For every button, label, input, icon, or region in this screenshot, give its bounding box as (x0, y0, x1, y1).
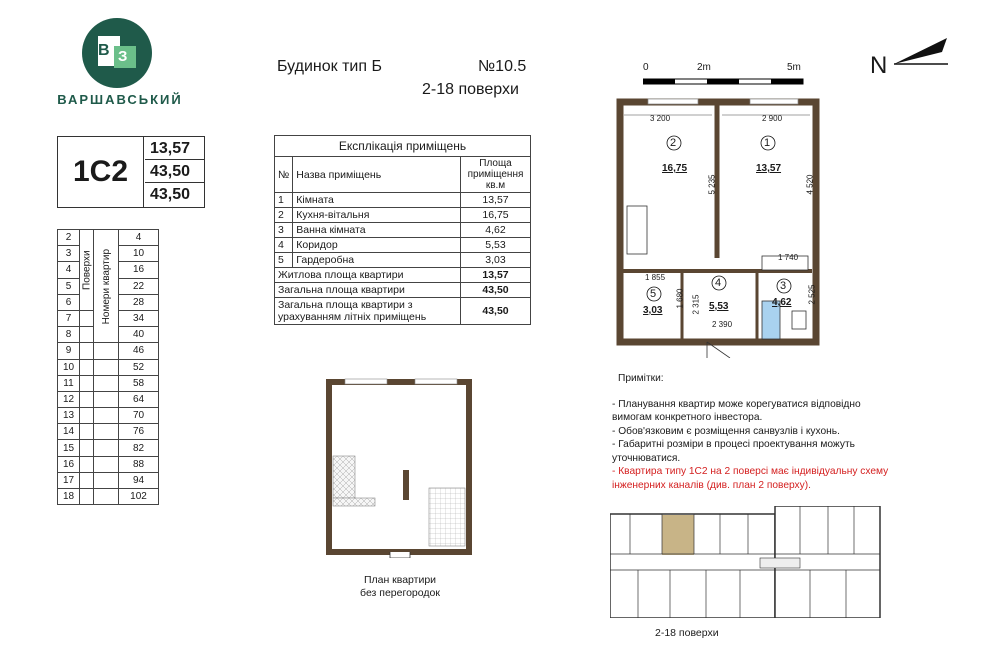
apartment-number: 102 (119, 489, 159, 505)
floor-number: 15 (58, 440, 80, 456)
floors-label-spacer (80, 489, 94, 505)
apartment-number: 94 (119, 472, 159, 488)
dim-2525: 2 525 (807, 284, 817, 305)
explication-total-row (275, 268, 531, 283)
room-number: 2 (275, 208, 293, 223)
floors-table (57, 229, 159, 505)
room-1-number: 1 (764, 137, 771, 149)
floor-number: 9 (58, 343, 80, 359)
floors-row (58, 230, 159, 246)
building-type: Будинок тип Б (277, 58, 382, 75)
scale-label-2m: 2m (697, 62, 711, 73)
dim-3200: 3 200 (650, 114, 671, 123)
room-area: 5,53 (461, 238, 531, 253)
dim-4520: 4 520 (805, 174, 815, 195)
logo-letter-1: В (98, 42, 110, 59)
floor-number: 17 (58, 472, 80, 488)
room-name: Ванна кімната (293, 223, 461, 238)
total-value: 13,57 (461, 268, 531, 283)
apartments-label-spacer (94, 375, 119, 391)
notes-title: Примітки: (618, 373, 664, 384)
floors-label-spacer (80, 440, 94, 456)
living-area-value: 13,57 (145, 137, 205, 160)
floors-row (58, 456, 159, 472)
dim-1740: 1 740 (778, 253, 799, 262)
room-4-number: 4 (715, 277, 722, 289)
room-area: 3,03 (461, 253, 531, 268)
floor-number: 11 (58, 375, 80, 391)
open-plan-caption-2: без перегородок (360, 587, 440, 599)
note-2: - Обов'язковим є розміщення санвузлів і кухонь. (612, 425, 840, 437)
note-3: - Габаритні розміри в процесі проектування можуть уточнюватися. (612, 439, 855, 464)
explication-title: Експлікація приміщень (275, 136, 531, 157)
floors-row (58, 375, 159, 391)
logo-name: ВАРШАВСЬКИЙ (57, 92, 183, 107)
floors-column-label: Поверхи (80, 230, 94, 311)
floors-row (58, 424, 159, 440)
floor-number: 8 (58, 327, 80, 343)
apartment-number: 34 (119, 310, 159, 326)
floor-number: 2 (58, 230, 80, 246)
scale-label-5m: 5m (787, 62, 801, 73)
dim-2390: 2 390 (712, 320, 733, 329)
apartment-number: 64 (119, 391, 159, 407)
room-2-number: 2 (670, 137, 677, 149)
floor-number: 7 (58, 310, 80, 326)
floors-label-spacer (80, 472, 94, 488)
apartments-label-spacer (94, 440, 119, 456)
floors-label-spacer (80, 391, 94, 407)
apartment-number: 46 (119, 343, 159, 359)
room-number: 3 (275, 223, 293, 238)
floors-row (58, 343, 159, 359)
floors-row (58, 391, 159, 407)
apartments-label-spacer (94, 472, 119, 488)
building-number: №10.5 (478, 58, 527, 75)
open-plan-caption-1: План квартири (363, 574, 437, 586)
apartment-number: 88 (119, 456, 159, 472)
floors-row (58, 359, 159, 375)
dim-2900: 2 900 (762, 114, 783, 123)
floors-label-spacer (80, 424, 94, 440)
apartment-floor-plan (612, 96, 822, 358)
explication-row (275, 193, 531, 208)
apartment-number: 40 (119, 327, 159, 343)
room-area: 16,75 (461, 208, 531, 223)
scale-label-0: 0 (643, 62, 649, 73)
apartments-label-spacer (94, 343, 119, 359)
apartments-label-spacer (94, 391, 119, 407)
floors-label-spacer (80, 343, 94, 359)
total-area-value: 43,50 (145, 160, 205, 183)
room-2-area: 16,75 (662, 163, 688, 174)
room-4-area: 5,53 (709, 301, 729, 312)
floor-number: 13 (58, 408, 80, 424)
floor-plan-caption: 2-18 поверхи (655, 627, 719, 639)
notes-block (612, 372, 902, 492)
header-room-name: Назва приміщень (293, 157, 461, 193)
apartments-label-spacer (94, 489, 119, 505)
floor-number: 16 (58, 456, 80, 472)
floors-label-spacer (80, 327, 94, 343)
explication-row (275, 223, 531, 238)
apartment-number: 58 (119, 375, 159, 391)
dim-1855: 1 855 (645, 273, 666, 282)
dim-1680: 1 680 (675, 288, 685, 309)
apartments-label-spacer (94, 424, 119, 440)
explication-total-row (275, 298, 531, 325)
apartment-number: 22 (119, 278, 159, 294)
total-label: Житлова площа квартири (275, 268, 461, 283)
floor-number: 6 (58, 294, 80, 310)
apartments-label-spacer (94, 408, 119, 424)
explication-table (274, 135, 531, 325)
room-number: 5 (275, 253, 293, 268)
header-number: № (275, 157, 293, 193)
apartments-column-label: Номери квартир (94, 230, 119, 343)
apartment-number: 4 (119, 230, 159, 246)
logo-icon (82, 18, 152, 88)
room-name: Кухня-вітальня (293, 208, 461, 223)
floor-number: 14 (58, 424, 80, 440)
total-value: 43,50 (461, 298, 531, 325)
room-number: 1 (275, 193, 293, 208)
apartments-label-spacer (94, 359, 119, 375)
apartment-number: 16 (119, 262, 159, 278)
floor-number: 3 (58, 246, 80, 262)
north-label: N (870, 52, 888, 79)
apartments-label-spacer (94, 456, 119, 472)
floor-number: 4 (58, 262, 80, 278)
floor-number: 5 (58, 278, 80, 294)
room-area: 4,62 (461, 223, 531, 238)
total-label: Загальна площа квартири з урахуванням літніх приміщень (275, 298, 461, 325)
apartment-number: 52 (119, 359, 159, 375)
floor-number: 12 (58, 391, 80, 407)
floors-row (58, 408, 159, 424)
scale-bar-graphic (643, 77, 818, 87)
floors-label-spacer (80, 375, 94, 391)
room-name: Гардеробна (293, 253, 461, 268)
room-3-number: 3 (780, 280, 787, 292)
explication-total-row (275, 283, 531, 298)
building-floor-plan (610, 506, 882, 618)
total-area-summer-value: 43,50 (150, 186, 191, 203)
floors-row (58, 440, 159, 456)
apartment-number: 10 (119, 246, 159, 262)
open-plan-drawing (325, 378, 473, 558)
apartment-number: 82 (119, 440, 159, 456)
dim-2315: 2 315 (691, 294, 701, 315)
room-name: Кімната (293, 193, 461, 208)
explication-row (275, 238, 531, 253)
apartment-number: 70 (119, 408, 159, 424)
north-arrow-icon (892, 36, 952, 68)
room-5-number: 5 (650, 288, 657, 300)
scale-bar (643, 74, 818, 92)
total-value: 43,50 (461, 283, 531, 298)
room-5-area: 3,03 (643, 305, 663, 316)
dim-5235: 5 235 (707, 174, 717, 195)
apartment-number: 76 (119, 424, 159, 440)
logo-letter-2: З (118, 48, 128, 65)
explication-row (275, 208, 531, 223)
apartment-code-box (57, 136, 205, 208)
apartment-code: 1С2 (58, 137, 144, 207)
floors-label-spacer (80, 359, 94, 375)
floors-label-spacer (80, 310, 94, 326)
floors-row (58, 472, 159, 488)
room-name: Коридор (293, 238, 461, 253)
floors-label-spacer (80, 456, 94, 472)
explication-row (275, 253, 531, 268)
room-3-area: 4,62 (772, 297, 792, 308)
logo-circle (82, 18, 152, 88)
total-label: Загальна площа квартири (275, 283, 461, 298)
note-1: - Планування квартир може корегуватися відповідно вимогам конкретного інвестора. (612, 398, 861, 423)
note-red: - Квартира типу 1С2 на 2 поверсі має індивідуальну схему інженерних каналів (див. план 2 поверху). (612, 466, 889, 491)
room-area: 13,57 (461, 193, 531, 208)
floors-label-spacer (80, 408, 94, 424)
header-area: Площа приміщення кв.м (461, 157, 531, 193)
room-1-area: 13,57 (756, 163, 782, 174)
floor-number: 18 (58, 489, 80, 505)
floor-number: 10 (58, 359, 80, 375)
room-number: 4 (275, 238, 293, 253)
apartment-number: 28 (119, 294, 159, 310)
floors-row (58, 489, 159, 505)
floors-range: 2-18 поверхи (422, 81, 519, 98)
